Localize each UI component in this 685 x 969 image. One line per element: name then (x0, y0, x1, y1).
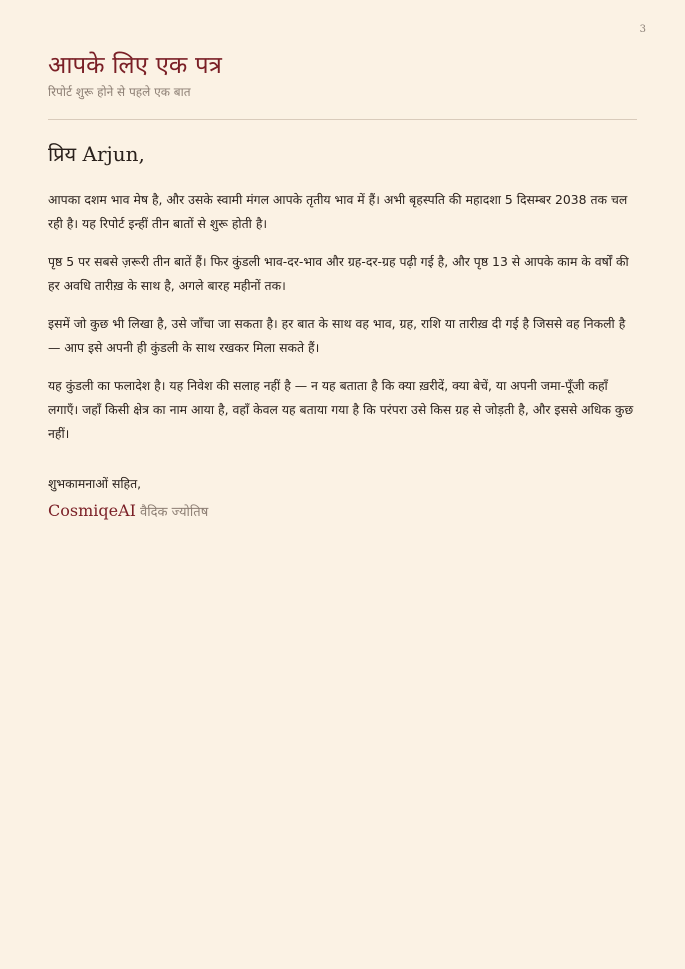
paragraph-4: यह कुंडली का फलादेश है। यह निवेश की सलाह नहीं है — न यह बताता है कि क्या ख़रीदें, क्या बेचें, या अपनी जमा-पूँजी कहाँ लगाएँ। जहाँ किसी क्षेत्र का नाम आया है, वहाँ केवल यह बताया गया है कि परंपरा उसे किस ग्रह से जोड़ती है, और इससे अधिक कुछ नहीं। (48, 378, 634, 441)
brand-tagline: वैदिक ज्योतिष (139, 505, 209, 520)
header-divider (48, 119, 637, 120)
signoff (48, 473, 637, 525)
closing-line: शुभकामनाओं सहित, (48, 476, 142, 491)
salutation: प्रिय Arjun, (48, 142, 145, 166)
paragraph-2: पृष्ठ 5 पर सबसे ज़रूरी तीन बातें हैं। फिर कुंडली भाव-दर-भाव और ग्रह-दर-ग्रह पढ़ी गई है, और पृष्ठ 13 से आपके काम के वर्षों की हर अवधि तारीख़ के साथ है, अगले बारह महीनों तक। (48, 254, 629, 293)
page-number: 3 (639, 24, 646, 35)
letter-body (48, 188, 638, 460)
page-title: आपके लिए एक पत्र (48, 51, 222, 79)
paragraph-1: आपका दशम भाव मेष है, और उसके स्वामी मंगल आपके तृतीय भाव में हैं। अभी बृहस्पति की महादशा 5 दिसम्बर 2038 तक चल रही है। यह रिपोर्ट इन्हीं तीन बातों से शुरू होती है। (48, 192, 628, 231)
letter-header (48, 50, 637, 100)
paragraph-3: इसमें जो कुछ भी लिखा है, उसे जाँचा जा सकता है। हर बात के साथ वह भाव, ग्रह, राशि या तारीख़ दी गई है जिससे वह निकली है — आप इसे अपनी ही कुंडली के साथ रखकर मिला सकते हैं। (48, 316, 626, 355)
page-subtitle: रिपोर्ट शुरू होने से पहले एक बात (48, 85, 191, 99)
brand-name: CosmiqeAI (48, 501, 136, 520)
signature (48, 499, 637, 525)
